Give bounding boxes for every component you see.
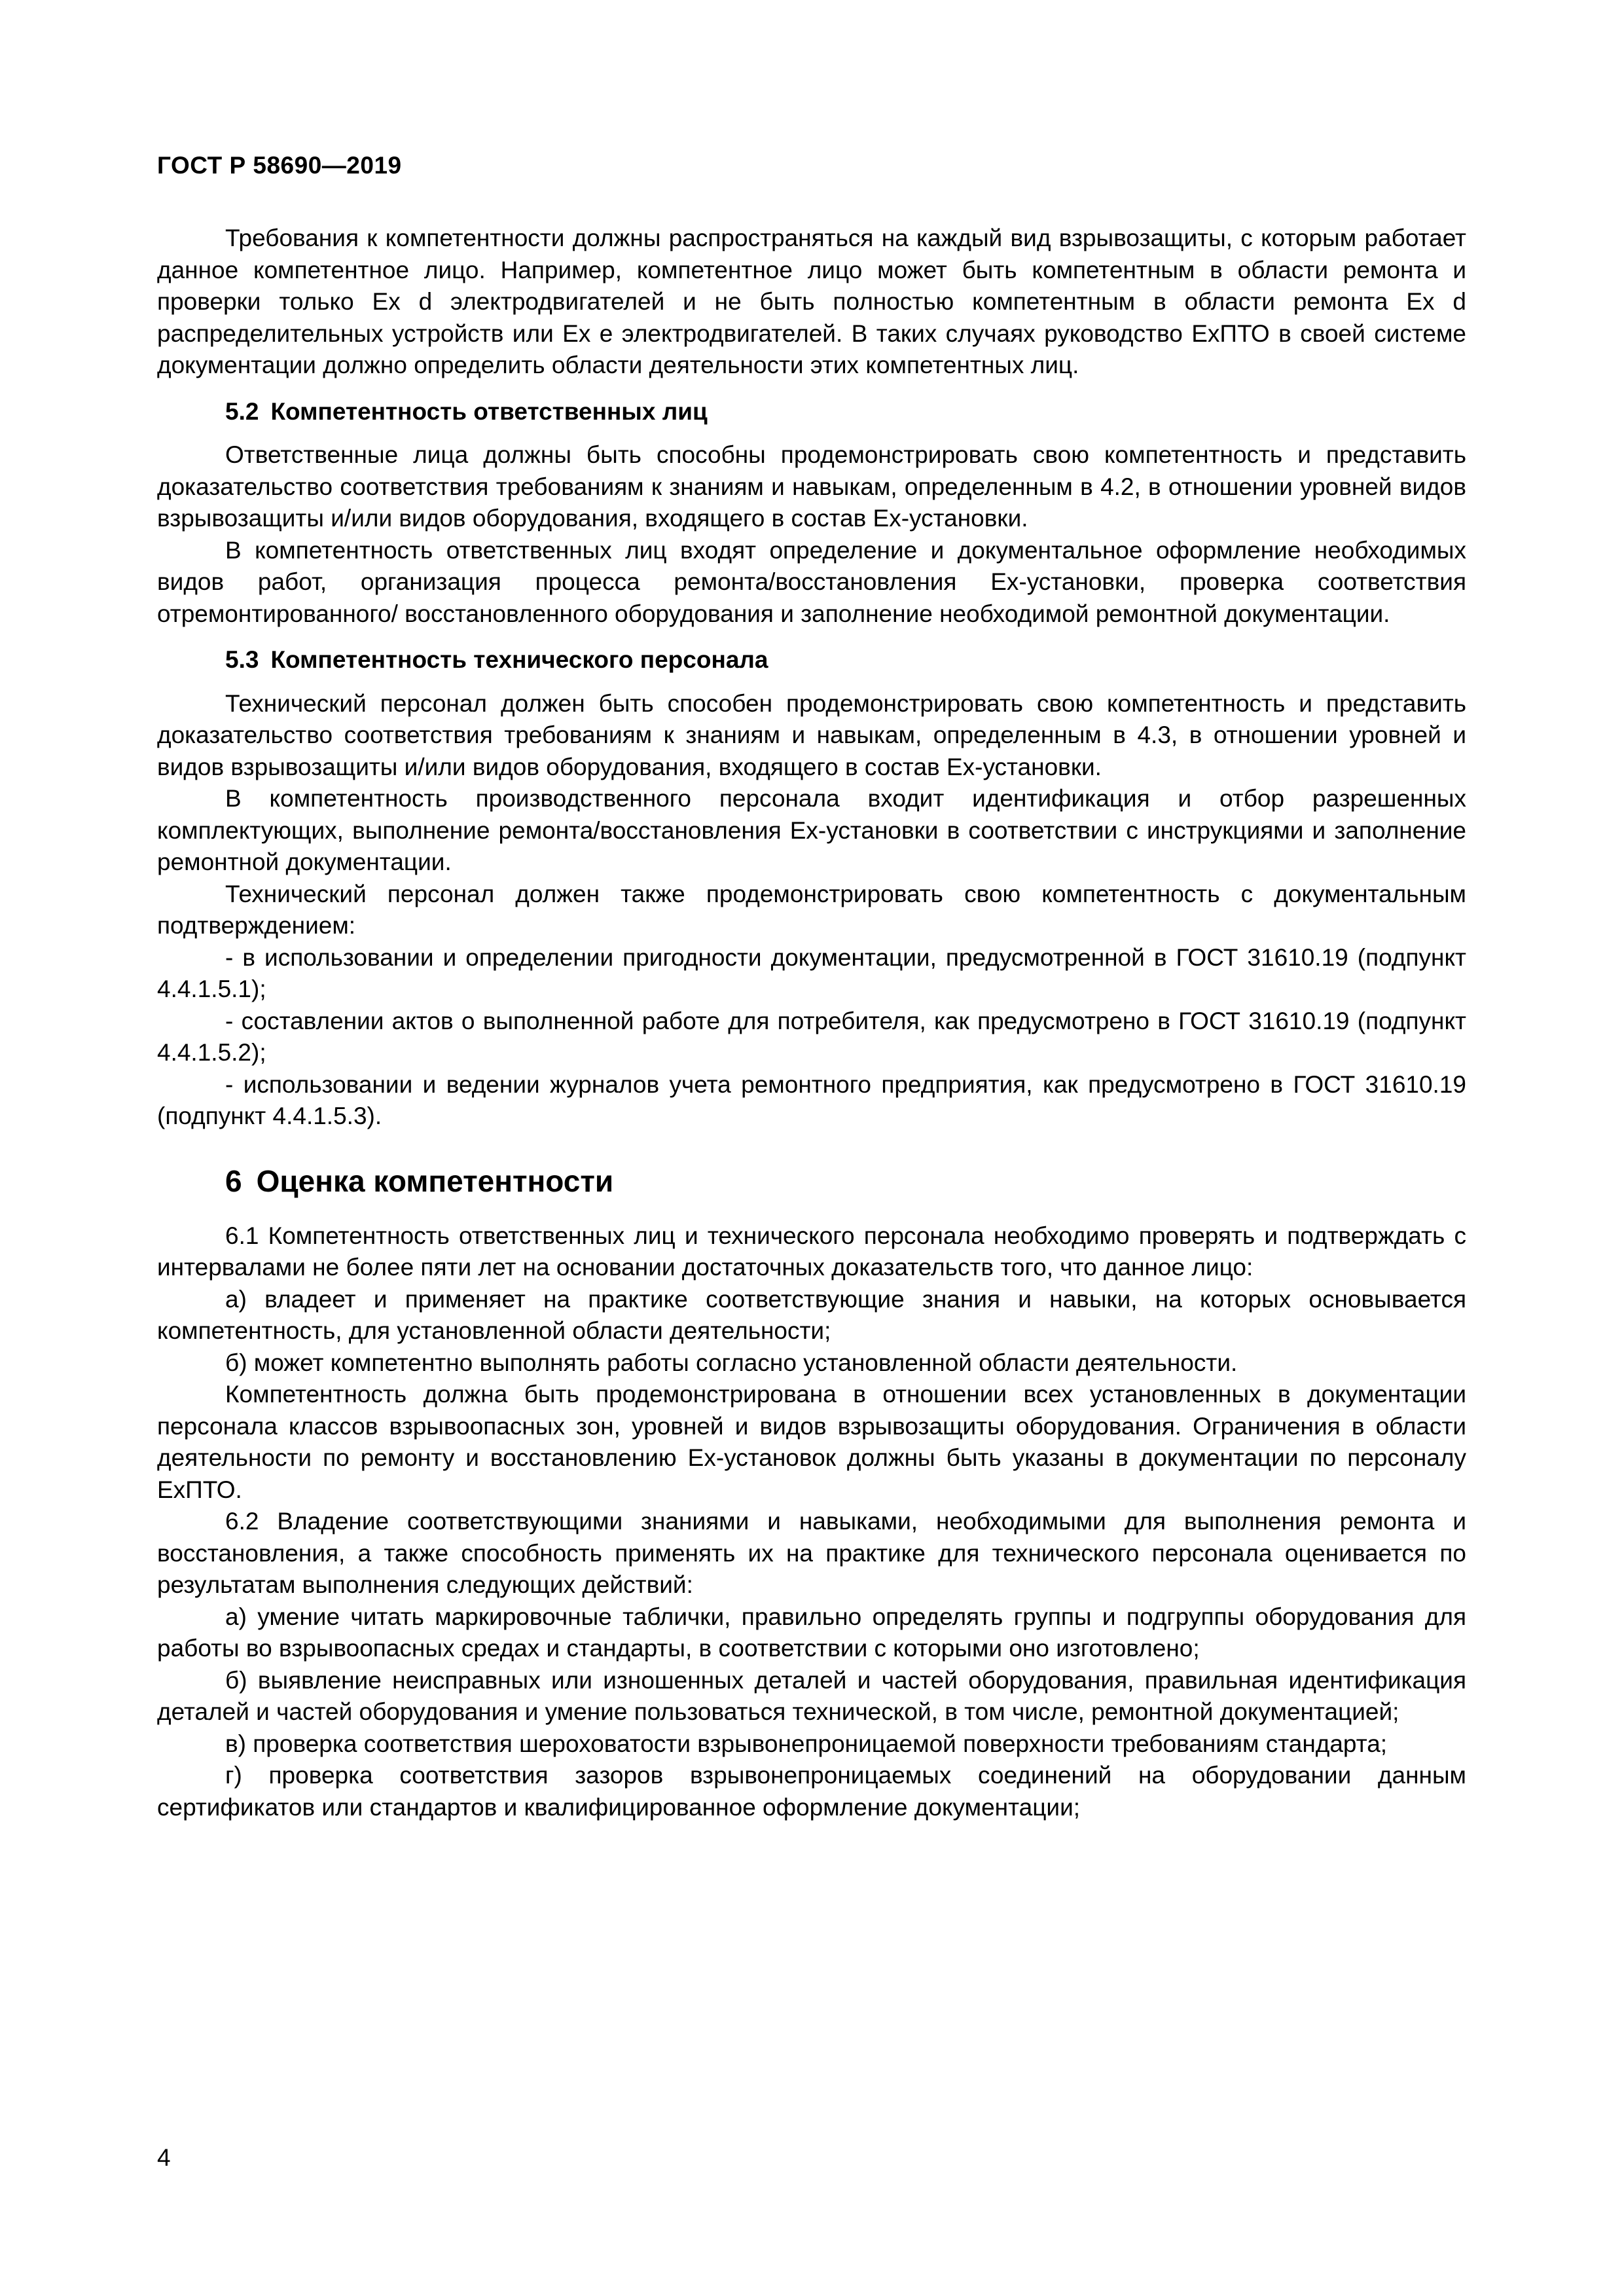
list-item: в) проверка соответствия шероховатости взрывонепроницаемой поверхности требованиям стандарта;: [225, 1730, 1388, 1757]
section-title: Компетентность технического персонала: [270, 646, 768, 673]
paragraph: 6.1 Компетентность ответственных лиц и технического персонала необходимо проверять и подтверждать с интервалами не более пяти лет на основании достаточных доказательств того, что данное лицо:: [157, 1222, 1466, 1281]
paragraph: Технический персонал должен быть способен продемонстрировать свою компетентность и представить доказательство соответствия требованиям к знаниям и навыкам, определенным в 4.3, в отношении уровней и видов взрывозащиты и/или видов оборудования, входящего в состав Ex-установки.: [157, 689, 1466, 780]
list-item: а) умение читать маркировочные таблички, правильно определять группы и подгруппы оборудования для работы во взрывоопасных средах и стандарты, в соответствии с которыми оно изготовлено;: [157, 1603, 1466, 1662]
section-number: 5.3: [225, 646, 259, 673]
paragraph: 6.2 Владение соответствующими знаниями и навыками, необходимыми для выполнения ремонта и восстановления, а также способность применять их на практике для технического персонала оценивается по результатам выполнения следующих действий:: [157, 1508, 1466, 1598]
paragraph: Ответственные лица должны быть способны продемонстрировать свою компетентность и представить доказательство соответствия требованиям к знаниям и навыкам, определенным в 4.2, в отношении уровней видов взрывозащиты и/или видов оборудования, входящего в состав Ex-установки.: [157, 441, 1466, 532]
document-code-header: ГОСТ Р 58690—2019: [157, 152, 402, 179]
section-title: Компетентность ответственных лиц: [270, 397, 708, 425]
list-item: б) выявление неисправных или изношенных деталей и частей оборудования, правильная идентификация деталей и частей оборудования и умение пользоваться технической, в том числе, ремонтной документацией;: [157, 1666, 1466, 1725]
paragraph: Компетентность должна быть продемонстрирована в отношении всех установленных в документации персонала классов взрывоопасных зон, уровней и видов взрывозащиты оборудования. Ограничения в области деятельности по ремонту и восстановлению Ex-установок должны быть указаны в документации по персоналу ExПТО.: [157, 1381, 1466, 1503]
list-item: - составлении актов о выполненной работе для потребителя, как предусмотрено в ГОСТ 31610.19 (подпункт 4.4.1.5.2);: [157, 1007, 1466, 1066]
paragraph: В компетентность ответственных лиц входят определение и документальное оформление необходимых видов работ, организация процесса ремонта/восстановления Ex-установки, проверка соответствия отремонтированного/ восстановленного оборудования и заполнение необходимой ремонтной документации.: [157, 536, 1466, 627]
document-body: [157, 223, 1466, 1823]
section-number: 5.2: [225, 397, 259, 425]
paragraph: В компетентность производственного персонала входит идентификация и отбор разрешенных комплектующих, выполнение ремонта/восстановления Ex-установки в соответствии с инструкциями и заполнение ремонтной документации.: [157, 785, 1466, 875]
chapter-title: Оценка компетентности: [256, 1163, 614, 1198]
list-item: - использовании и ведении журналов учета ремонтного предприятия, как предусмотрено в ГОСТ 31610.19 (подпункт 4.4.1.5.3).: [157, 1070, 1466, 1129]
section-heading-5-3: [157, 644, 1466, 676]
list-item: - в использовании и определении пригодности документации, предусмотренной в ГОСТ 31610.19 (подпункт 4.4.1.5.1);: [157, 943, 1466, 1002]
list-item: а) владеет и применяет на практике соответствующие знания и навыки, на которых основывается компетентность, для установленной области деятельности;: [157, 1285, 1466, 1344]
chapter-number: 6: [225, 1163, 242, 1198]
list-item: г) проверка соответствия зазоров взрывонепроницаемых соединений на оборудовании данным сертификатов или стандартов и квалифицированное оформление документации;: [157, 1762, 1466, 1821]
chapter-heading-6: [157, 1161, 1466, 1201]
paragraph-intro: Требования к компетентности должны распространяться на каждый вид взрывозащиты, с которым работает данное компетентное лицо. Например, компетентное лицо может быть компетентным в области ремонта и проверки только Ex d электродвигателей и не быть полностью компетентным в области ремонта Ex d распределительных устройств или Ex e электродвигателей. В таких случаях руководство ExПТО в своей системе документации должно определить области деятельности этих компетентных лиц.: [157, 225, 1466, 378]
section-heading-5-2: [157, 396, 1466, 428]
page-number: 4: [157, 2144, 171, 2171]
list-item: б) может компетентно выполнять работы согласно установленной области деятельности.: [225, 1349, 1238, 1376]
paragraph: Технический персонал должен также продемонстрировать свою компетентность с документальным подтверждением:: [157, 880, 1466, 939]
